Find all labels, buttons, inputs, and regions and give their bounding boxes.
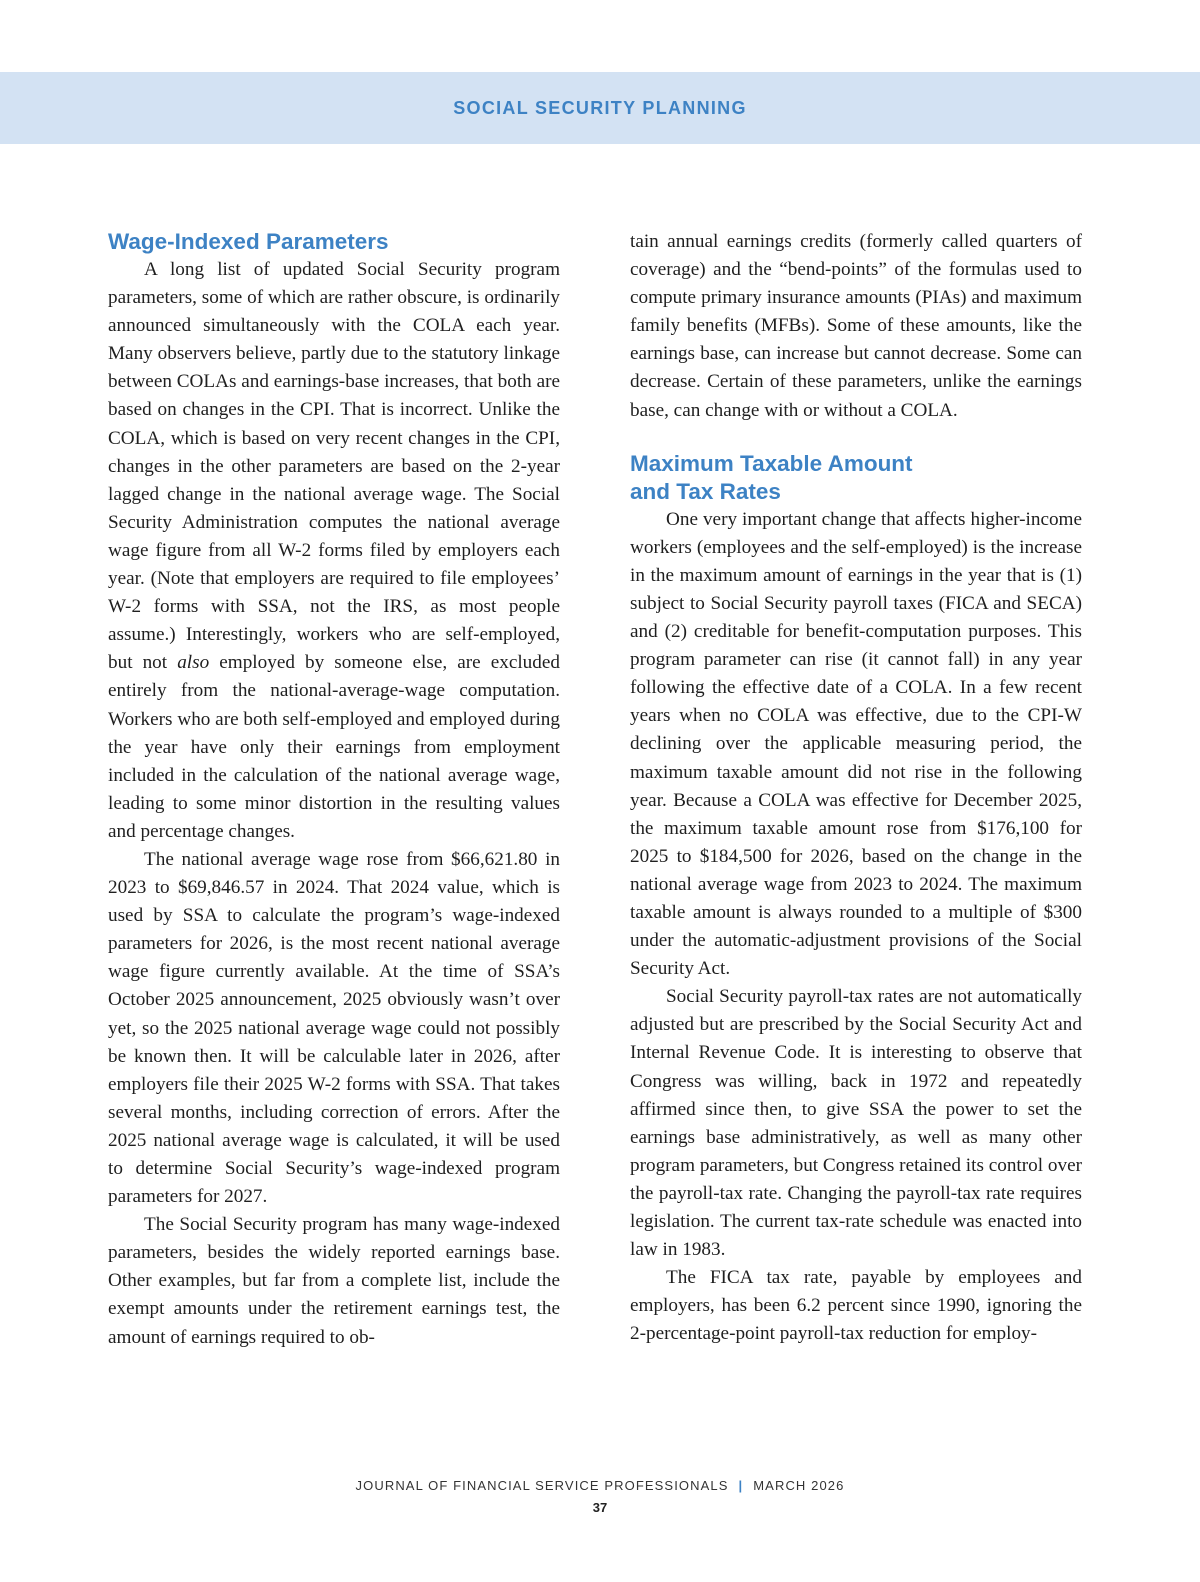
paragraph-fica-tax-rate: The FICA tax rate, payable by employees and employers, has been 6.2 percent since 1990, ignoring the 2-percentage-point payroll-tax reduction for employ- bbox=[630, 1267, 1082, 1345]
paragraph-national-average-wage: The national average wage rose from $66,621.80 in 2023 to $69,846.57 in 2024. That 2024 value, which is used by SSA to calculate the program’s wage-indexed parameters for 2026, is the most recent national average wage figure currently available. At the time of SSA’s October 2025 announcement, 2025 obviously wasn’t over yet, so the 2025 national average wage could not possibly be known then. It will be calculable later in 2026, after employers file their 2025 W-2 forms with SSA. That takes several months, including correction of errors. After the 2025 national average wage is calculated, it will be used to determine Social Security’s wage-indexed program parameters for 2027. bbox=[108, 848, 560, 1208]
page-number: 37 bbox=[592, 1500, 608, 1515]
heading-line: and Tax Rates bbox=[630, 478, 781, 504]
section-header-band bbox=[0, 72, 1200, 144]
paragraph-maximum-taxable-amount: One very important change that affects higher-income workers (employees and the self-employed) is the increase in the maximum amount of earnings in the year that is (1) subject to Social Security payroll taxes (FICA and SECA) and (2) creditable for benefit-computation purposes. This program parameter can rise (it cannot fall) in any year following the effective date of a COLA. In a few recent years when no COLA was effective, due to the CPI-W declining over the applicable measuring period, the maximum taxable amount did not rise in the following year. Because a COLA was effective for December 2025, the maximum taxable amount rose from $176,100 for 2025 to $184,500 for 2026, based on the change in the national average wage from 2023 to 2024. The maximum taxable amount is always rounded to a multiple of $300 under the automatic-adjustment provisions of the Social Security Act. bbox=[630, 508, 1082, 980]
page-footer bbox=[0, 1478, 1200, 1515]
left-column bbox=[108, 228, 560, 1352]
paragraph-text: A long list of updated Social Security program parameters, some of which are rather obscure, is ordinarily announced simultaneously with the COLA each year. Many observers believe, partly due to the statutory linkage between COLAs and earnings-base increases, that both are based on changes in the CPI. That is incorrect. Unlike the COLA, which is based on very recent changes in the CPI, changes in the other parameters are based on the 2-year lagged change in the national average wage. The Social Security Administration computes the national average wage figure from all W-2 forms filed by employers each year. (Note that employers are required to file employees’ W-2 forms with SSA, not the IRS, as most people assume.) Interestingly, workers who are self-employed, but not bbox=[108, 259, 560, 674]
heading-wage-indexed-parameters: Wage-Indexed Parameters bbox=[108, 229, 389, 254]
issue-date: MARCH 2026 bbox=[753, 1478, 845, 1493]
paragraph-wage-indexed-examples: The Social Security program has many wage-indexed parameters, besides the widely reported earnings base. Other examples, but far from a complete list, include the exempt amounts under the retirement earnings test, the amount of earnings required to ob- bbox=[108, 1214, 560, 1348]
emphasis-also: also bbox=[177, 652, 210, 674]
section-label: SOCIAL SECURITY PLANNING bbox=[453, 97, 747, 118]
paragraph-continued: tain annual earnings credits (formerly called quarters of coverage) and the “bend-points” of the formulas used to compute primary insurance amounts (PIAs) and maximum family benefits (MFBs). Some of these amounts, like the earnings base, can increase but cannot decrease. Some can decrease. Certain of these parameters, unlike the earnings base, can change with or without a COLA. bbox=[630, 231, 1082, 421]
journal-name: JOURNAL OF FINANCIAL SERVICE PROFESSIONALS bbox=[355, 1478, 729, 1493]
heading-line: Maximum Taxable Amount bbox=[630, 450, 913, 476]
paragraph-payroll-tax-rates: Social Security payroll-tax rates are not automatically adjusted but are prescribed by the Social Security Act and Internal Revenue Code. It is interesting to observe that Congress was willing, back in 1972 and repeatedly affirmed since then, to give SSA the power to set the earnings base administratively, as well as many other program parameters, but Congress retained its control over the payroll-tax rate. Changing the payroll-tax rate requires legislation. The current tax-rate schedule was enacted into law in 1983. bbox=[630, 986, 1082, 1261]
paragraph-text: employed by someone else, are excluded entirely from the national-average-wage computation. Workers who are both self-employed and employed during the year have only their earnings from employment included in the calculation of the national average wage, leading to some minor distortion in the resulting values and percentage changes. bbox=[108, 652, 560, 842]
footer-publication-line bbox=[0, 1478, 1200, 1493]
right-column bbox=[630, 228, 1082, 1348]
heading-maximum-taxable-amount bbox=[630, 450, 1082, 506]
paragraph-parameters-intro bbox=[108, 256, 560, 846]
footer-separator: | bbox=[738, 1478, 744, 1493]
